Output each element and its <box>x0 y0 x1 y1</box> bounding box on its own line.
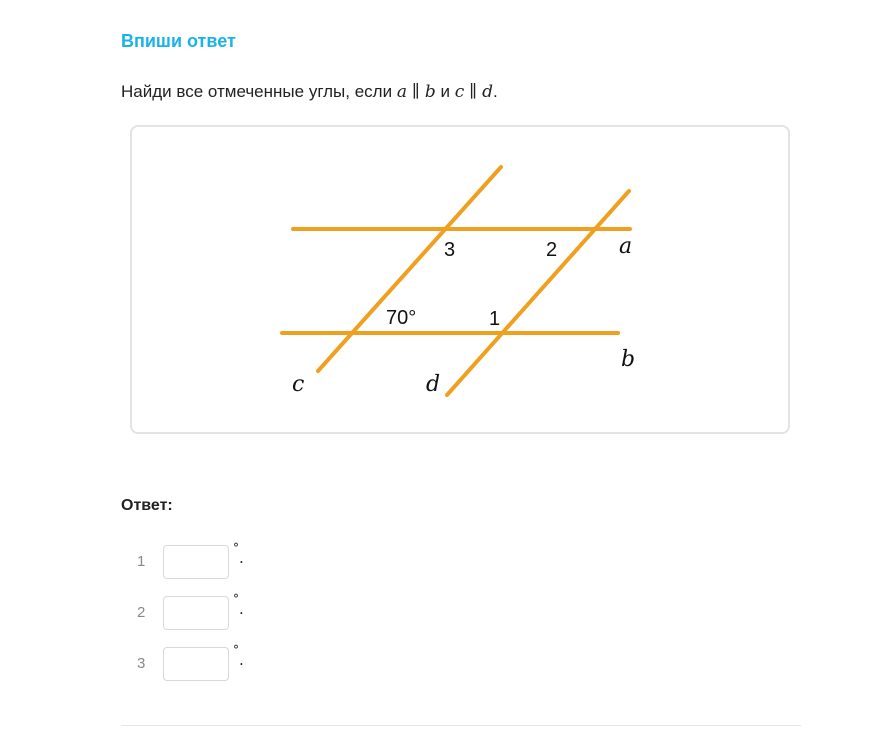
line-label-d: d <box>426 372 441 397</box>
line-label-a: a <box>619 234 633 259</box>
line-c <box>318 167 501 371</box>
degree-symbol: ° <box>233 592 239 606</box>
angle-label-1: 1 <box>489 308 501 330</box>
answer-row-2 <box>121 592 321 630</box>
period: . <box>239 549 244 567</box>
var-a: a <box>396 82 407 102</box>
answer-number: 1 <box>137 553 146 570</box>
question-text <box>121 82 498 102</box>
answer-input-2[interactable] <box>163 596 229 630</box>
answer-label: Ответ: <box>121 497 173 514</box>
answer-row-1 <box>121 541 321 579</box>
var-d: d <box>482 82 493 102</box>
angle-label-2: 2 <box>546 239 558 261</box>
answer-unit <box>233 541 244 567</box>
geometry-figure <box>132 127 792 436</box>
bottom-divider <box>121 725 801 726</box>
answer-unit <box>233 592 244 618</box>
parallel-symbol: ∥ <box>469 82 478 102</box>
var-c: c <box>454 82 465 102</box>
line-label-c: c <box>292 372 305 397</box>
answer-row-3 <box>121 643 321 681</box>
degree-symbol: ° <box>233 541 239 555</box>
question-end: . <box>492 82 498 101</box>
answer-input-1[interactable] <box>163 545 229 579</box>
line-d <box>447 191 629 395</box>
parallel-symbol: ∥ <box>411 82 420 102</box>
line-label-b: b <box>621 347 636 372</box>
figure-container <box>130 125 790 434</box>
answer-number: 2 <box>137 604 146 621</box>
period: . <box>239 600 244 618</box>
answer-unit <box>233 643 244 669</box>
period: . <box>239 651 244 669</box>
angle-label-3: 3 <box>444 239 456 261</box>
angle-label-given: 70° <box>386 307 417 329</box>
answer-input-3[interactable] <box>163 647 229 681</box>
var-b: b <box>424 82 436 102</box>
conjunction: и <box>440 82 450 101</box>
answer-number: 3 <box>137 655 146 672</box>
degree-symbol: ° <box>233 643 239 657</box>
question-prefix: Найди все отмеченные углы, если <box>121 82 393 101</box>
task-title: Впиши ответ <box>121 31 236 51</box>
